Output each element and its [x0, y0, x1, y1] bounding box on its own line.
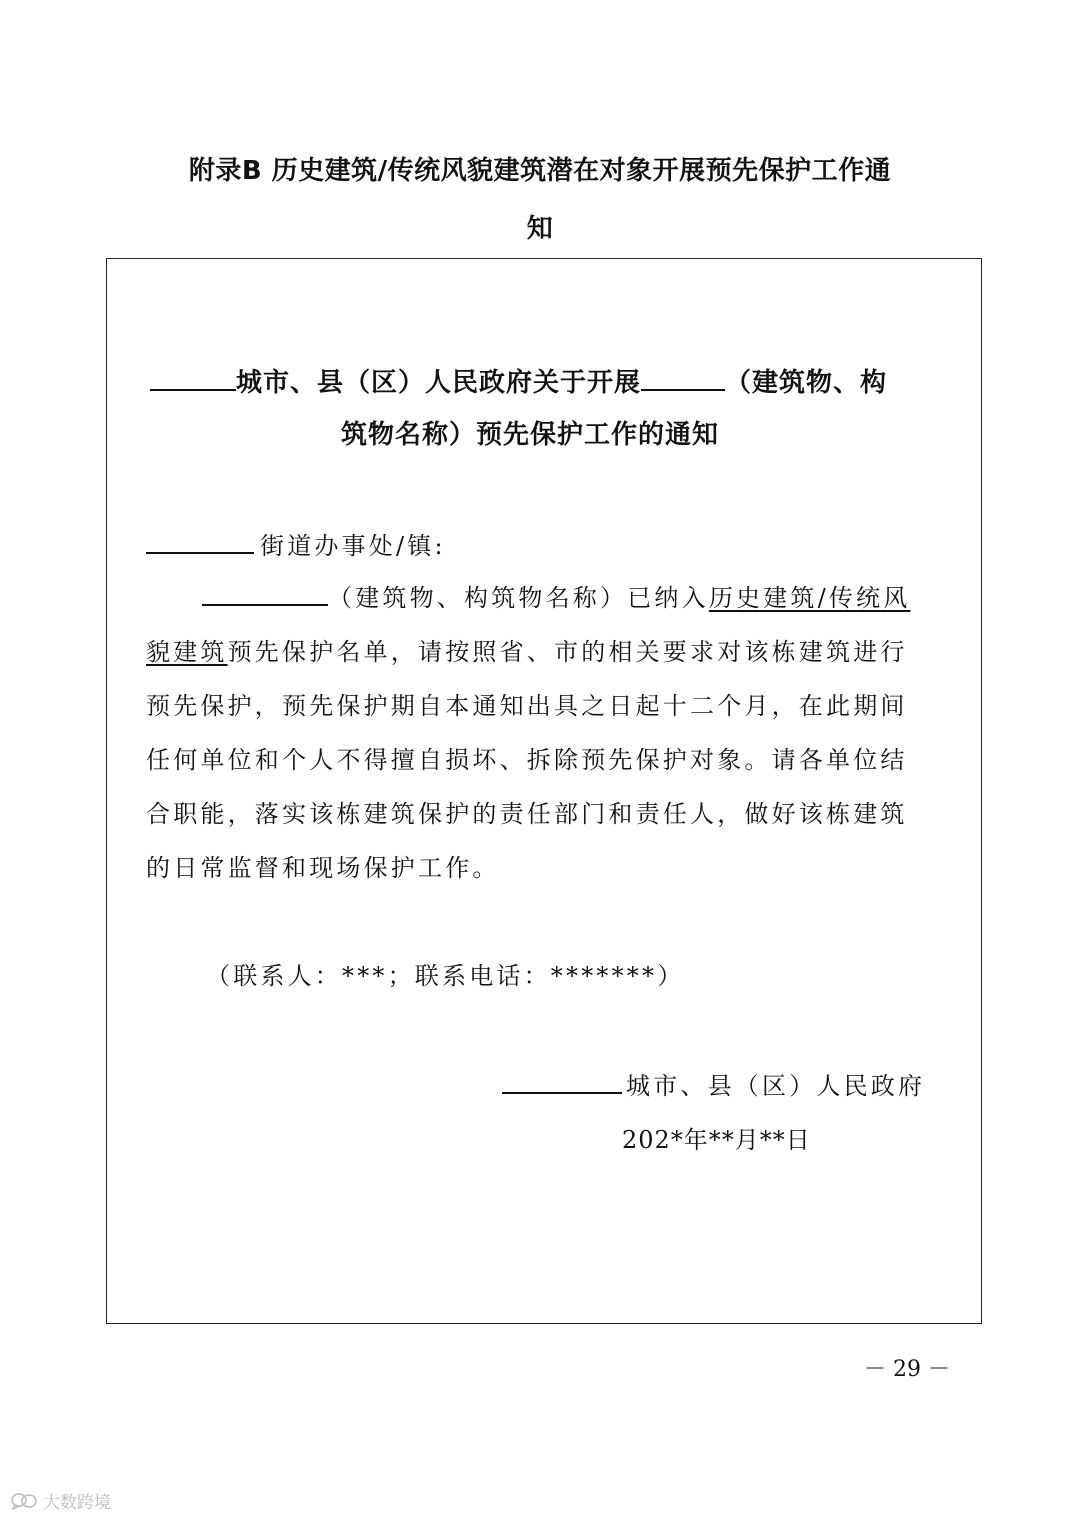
city-name-blank	[150, 367, 236, 391]
signature-city-blank	[502, 1070, 622, 1094]
body-line-5: 合职能，落实该栋建筑保护的责任部门和责任人，做好该栋建筑	[146, 800, 908, 828]
date: 202*年**月**日	[622, 1126, 811, 1154]
watermark	[10, 1488, 111, 1513]
contact-info: （联系人：***；联系电话：*******）	[206, 962, 685, 990]
notice-title-line2: 筑物名称）预先保护工作的通知	[341, 420, 720, 450]
body-line-1	[202, 578, 911, 613]
page-number: － 29 －	[864, 1357, 950, 1382]
notice-title-text2: （建筑物、构	[725, 368, 888, 398]
body-line1-prefix: （建筑物、构筑物名称）已纳入	[328, 584, 709, 612]
body-line-4: 任何单位和个人不得擅自损坏、拆除预先保护对象。请各单位结	[146, 746, 908, 774]
body-line2-underlined: 貌建筑	[146, 638, 228, 666]
body-line-6: 的日常监督和现场保护工作。	[146, 854, 500, 882]
notice-title-text1: 城市、县（区）人民政府关于开展	[236, 368, 642, 398]
salutation	[146, 526, 446, 561]
body-line-2	[146, 632, 908, 667]
signature	[502, 1066, 925, 1101]
appendix-title-line1: 附录B 历史建筑/传统风貌建筑潜在对象开展预先保护工作通	[188, 156, 892, 186]
notice-title-line1	[150, 362, 887, 399]
body-line1-underlined: 历史建筑/传统风	[708, 584, 911, 612]
building-name-blank	[641, 367, 725, 391]
body-line2-rest: 预先保护名单，请按照省、市的相关要求对该栋建筑进行	[227, 638, 908, 666]
appendix-title-line2: 知	[526, 214, 554, 244]
watermark-text: 大数跨境	[43, 1493, 111, 1513]
street-office-blank	[146, 530, 254, 554]
body-building-blank	[202, 582, 328, 606]
body-line-3: 预先保护，预先保护期自本通知出具之日起十二个月，在此期间	[146, 692, 908, 720]
salutation-text: 街道办事处/镇:	[260, 532, 446, 560]
speech-bubble-icon	[10, 1492, 38, 1510]
signature-text: 城市、县（区）人民政府	[626, 1072, 926, 1100]
